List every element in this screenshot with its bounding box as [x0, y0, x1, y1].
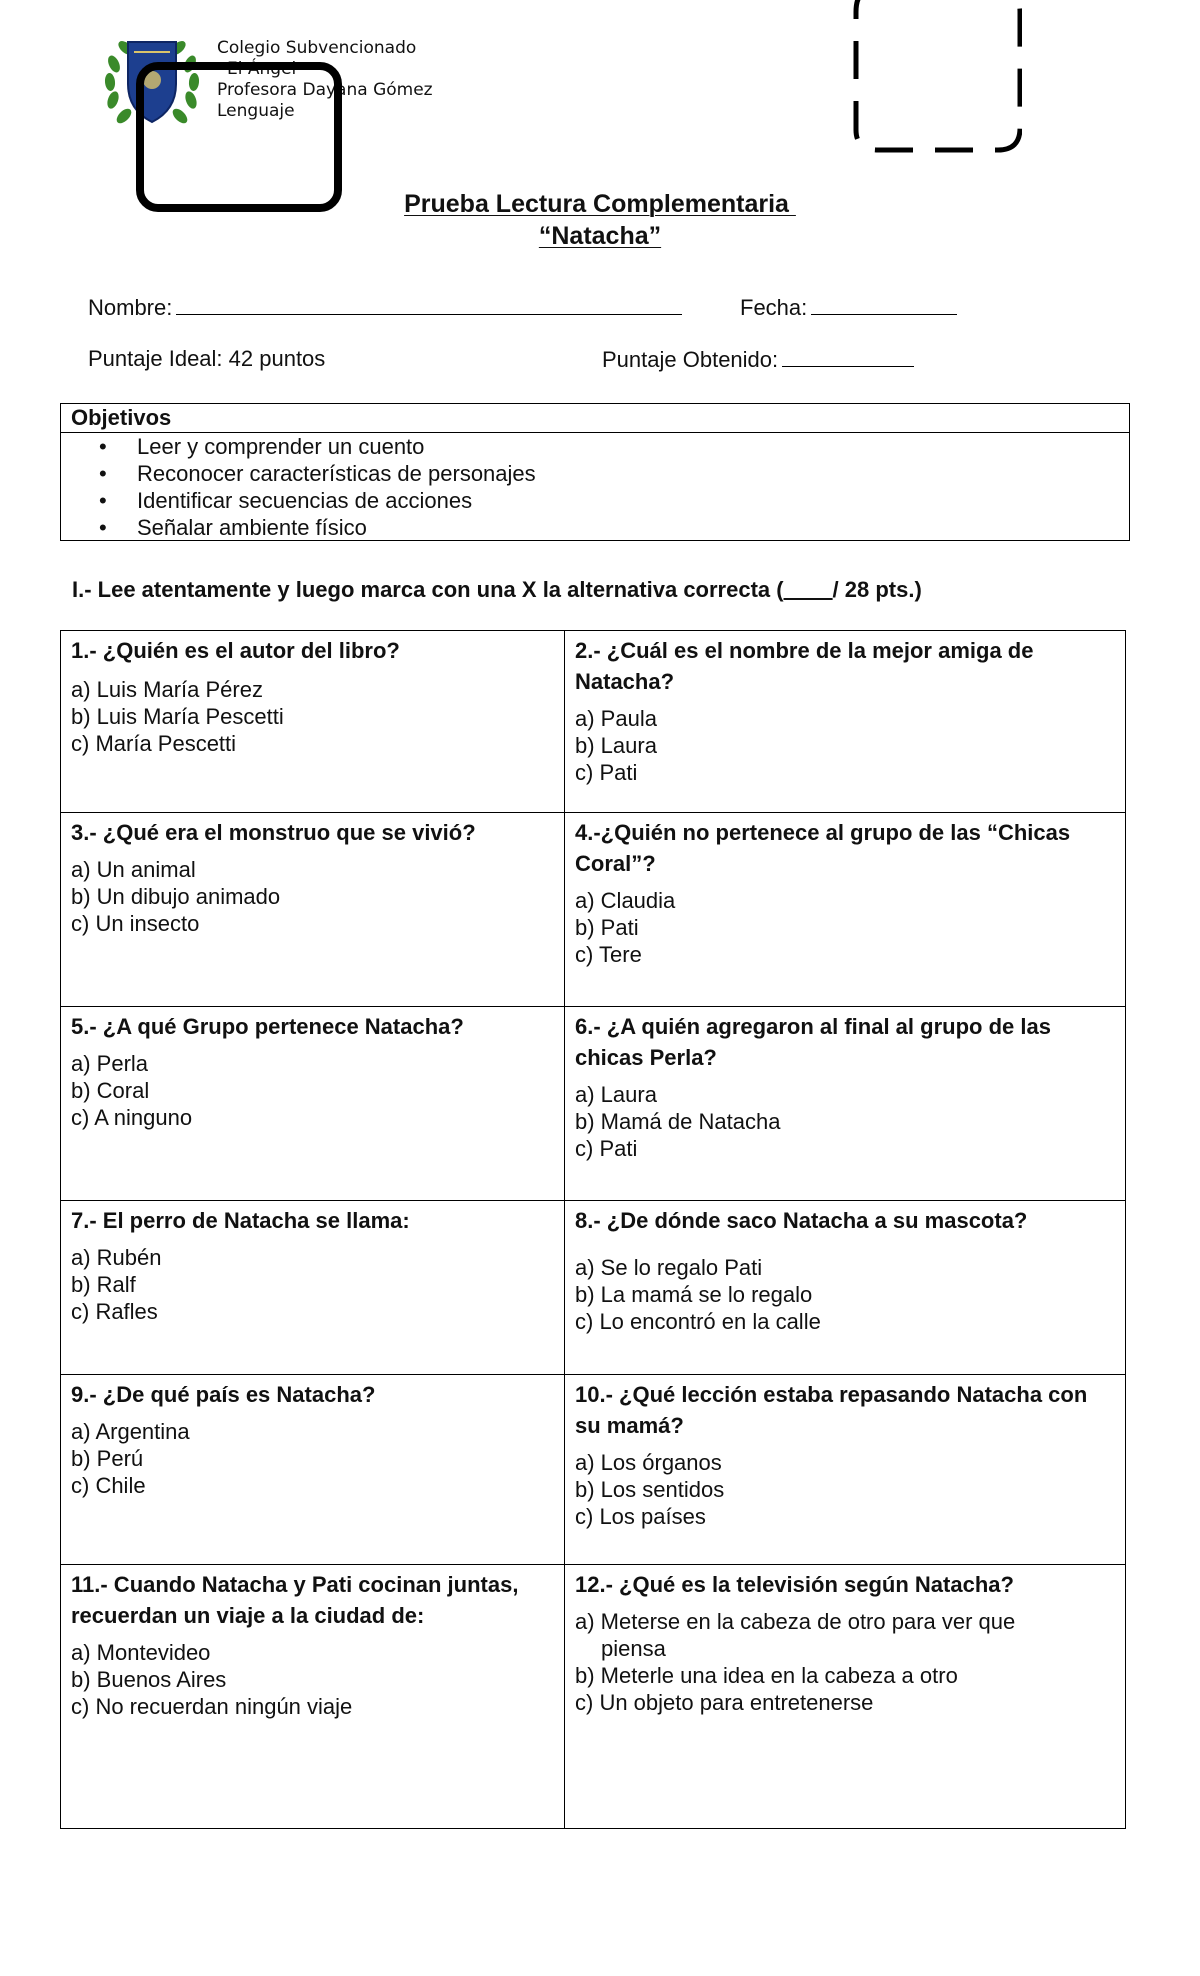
- table-row: [61, 813, 1126, 1007]
- questions-table: [60, 630, 1126, 1829]
- option-c[interactable]: c) María Pescetti: [71, 731, 237, 756]
- score-blank[interactable]: ____: [783, 577, 833, 602]
- option-c[interactable]: c) Pati: [575, 760, 638, 785]
- table-row: [61, 1375, 1126, 1565]
- question-text: 10.- ¿Qué lección estaba repasando Natacha con su mamá?: [575, 1382, 1088, 1438]
- question-cell-1: [61, 631, 565, 813]
- option-b[interactable]: b) Los sentidos: [575, 1477, 725, 1502]
- question-text: 2.- ¿Cuál es el nombre de la mejor amiga de Natacha?: [575, 638, 1034, 694]
- school-name: Colegio Subvencionado: [217, 38, 417, 58]
- question-cell-3: [61, 813, 565, 1007]
- date-label: Fecha:: [740, 295, 808, 320]
- obtained-score-line[interactable]: [782, 346, 914, 367]
- option-a[interactable]: a) Meterse en la cabeza de otro para ver que: [575, 1609, 1016, 1634]
- question-text: 5.- ¿A qué Grupo pertenece Natacha?: [71, 1014, 464, 1039]
- option-a[interactable]: a) Paula: [575, 706, 657, 731]
- option-b[interactable]: b) Meterle una idea en la cabeza a otro: [575, 1663, 958, 1688]
- question-cell-10: [565, 1375, 1126, 1565]
- question-cell-6: [565, 1007, 1126, 1201]
- option-a[interactable]: a) Se lo regalo Pati: [575, 1255, 763, 1280]
- question-cell-4: [565, 813, 1126, 1007]
- option-a[interactable]: a) Los órganos: [575, 1450, 722, 1475]
- subject-name: Lenguaje: [217, 101, 295, 121]
- question-text: 3.- ¿Qué era el monstruo que se vivió?: [71, 820, 476, 845]
- objectives-box: [60, 403, 1130, 541]
- question-cell-11: [61, 1565, 565, 1829]
- table-row: [61, 631, 1126, 813]
- objectives-heading: Objetivos: [61, 404, 1129, 433]
- option-a[interactable]: a) Rubén: [71, 1245, 162, 1270]
- option-c[interactable]: c) Rafles: [71, 1299, 158, 1324]
- question-text: 6.- ¿A quién agregaron al final al grupo de las chicas Perla?: [575, 1014, 1051, 1070]
- question-text: 4.-¿Quién no pertenece al grupo de las “Chicas Coral”?: [575, 820, 1071, 876]
- option-c[interactable]: c) Pati: [575, 1136, 638, 1161]
- question-cell-8: [565, 1201, 1126, 1375]
- obtained-score-label: Puntaje Obtenido:: [602, 347, 779, 372]
- question-text: 8.- ¿De dónde saco Natacha a su mascota?: [575, 1208, 1028, 1233]
- option-c[interactable]: c) Tere: [575, 942, 642, 967]
- option-a[interactable]: a) Argentina: [71, 1419, 190, 1444]
- option-a[interactable]: a) Luis María Pérez: [71, 677, 263, 702]
- table-row: [61, 1201, 1126, 1375]
- question-cell-5: [61, 1007, 565, 1201]
- option-c[interactable]: c) No recuerdan ningún viaje: [71, 1694, 353, 1719]
- option-c[interactable]: c) Los países: [575, 1504, 706, 1529]
- option-a[interactable]: a) Perla: [71, 1051, 149, 1076]
- name-line[interactable]: [176, 294, 682, 315]
- option-a-continued: piensa: [601, 1636, 666, 1661]
- option-b[interactable]: b) Perú: [71, 1446, 144, 1471]
- option-a[interactable]: a) Montevideo: [71, 1640, 211, 1665]
- option-b[interactable]: b) Buenos Aires: [71, 1667, 227, 1692]
- option-b[interactable]: b) Mamá de Natacha: [575, 1109, 781, 1134]
- option-b[interactable]: b) La mamá se lo regalo: [575, 1282, 813, 1307]
- option-a[interactable]: a) Un animal: [71, 857, 196, 882]
- option-b[interactable]: b) Pati: [575, 915, 639, 940]
- objective-item: • Señalar ambiente físico: [61, 514, 1129, 541]
- question-cell-2: [565, 631, 1126, 813]
- option-c[interactable]: c) Un objeto para entretenerse: [575, 1690, 874, 1715]
- instructions-points: / 28 pts.): [832, 577, 922, 602]
- obtained-score-field[interactable]: [602, 346, 914, 373]
- question-text: 7.- El perro de Natacha se llama:: [71, 1208, 410, 1233]
- option-b[interactable]: b) Coral: [71, 1078, 150, 1103]
- objective-item: • Reconocer características de personajes: [61, 460, 1129, 487]
- question-cell-7: [61, 1201, 565, 1375]
- option-c[interactable]: c) Chile: [71, 1473, 146, 1498]
- name-label: Nombre:: [88, 295, 173, 320]
- question-cell-12: [565, 1565, 1126, 1829]
- option-b[interactable]: b) Ralf: [71, 1272, 136, 1297]
- option-c[interactable]: c) Lo encontró en la calle: [575, 1309, 821, 1334]
- teacher-name: Profesora Dayana Gómez: [217, 80, 433, 100]
- table-row: [61, 1007, 1126, 1201]
- table-row: [61, 1565, 1126, 1829]
- option-a[interactable]: a) Laura: [575, 1082, 657, 1107]
- instructions-text: I.- Lee atentamente y luego marca con una X la alternativa correcta (: [72, 577, 784, 602]
- ideal-score: Puntaje Ideal: 42 puntos: [88, 346, 326, 371]
- book-title: “Natacha”: [538, 222, 662, 250]
- section-instructions: [72, 577, 922, 603]
- question-cell-9: [61, 1375, 565, 1565]
- option-a[interactable]: a) Claudia: [575, 888, 676, 913]
- exam-title: Prueba Lectura Complementaria: [404, 190, 796, 218]
- name-field[interactable]: [88, 294, 682, 321]
- dashed-frame: [852, 0, 1022, 158]
- objective-item: • Leer y comprender un cuento: [61, 433, 1129, 460]
- option-b[interactable]: b) Laura: [575, 733, 657, 758]
- question-text: 12.- ¿Qué es la televisión según Natacha?: [575, 1572, 1014, 1597]
- question-text: 11.- Cuando Natacha y Pati cocinan juntas, recuerdan un viaje a la ciudad de:: [71, 1572, 519, 1628]
- school-name-sub: El Ángel: [227, 59, 297, 79]
- option-c[interactable]: c) A ninguno: [71, 1105, 193, 1130]
- date-field[interactable]: [740, 294, 957, 321]
- question-text: 1.- ¿Quién es el autor del libro?: [71, 638, 400, 663]
- objective-item: • Identificar secuencias de acciones: [61, 487, 1129, 514]
- option-b[interactable]: b) Un dibujo animado: [71, 884, 281, 909]
- objectives-list: [61, 433, 1129, 541]
- option-b[interactable]: b) Luis María Pescetti: [71, 704, 284, 729]
- option-c[interactable]: c) Un insecto: [71, 911, 200, 936]
- date-line[interactable]: [811, 294, 957, 315]
- question-text: 9.- ¿De qué país es Natacha?: [71, 1382, 376, 1407]
